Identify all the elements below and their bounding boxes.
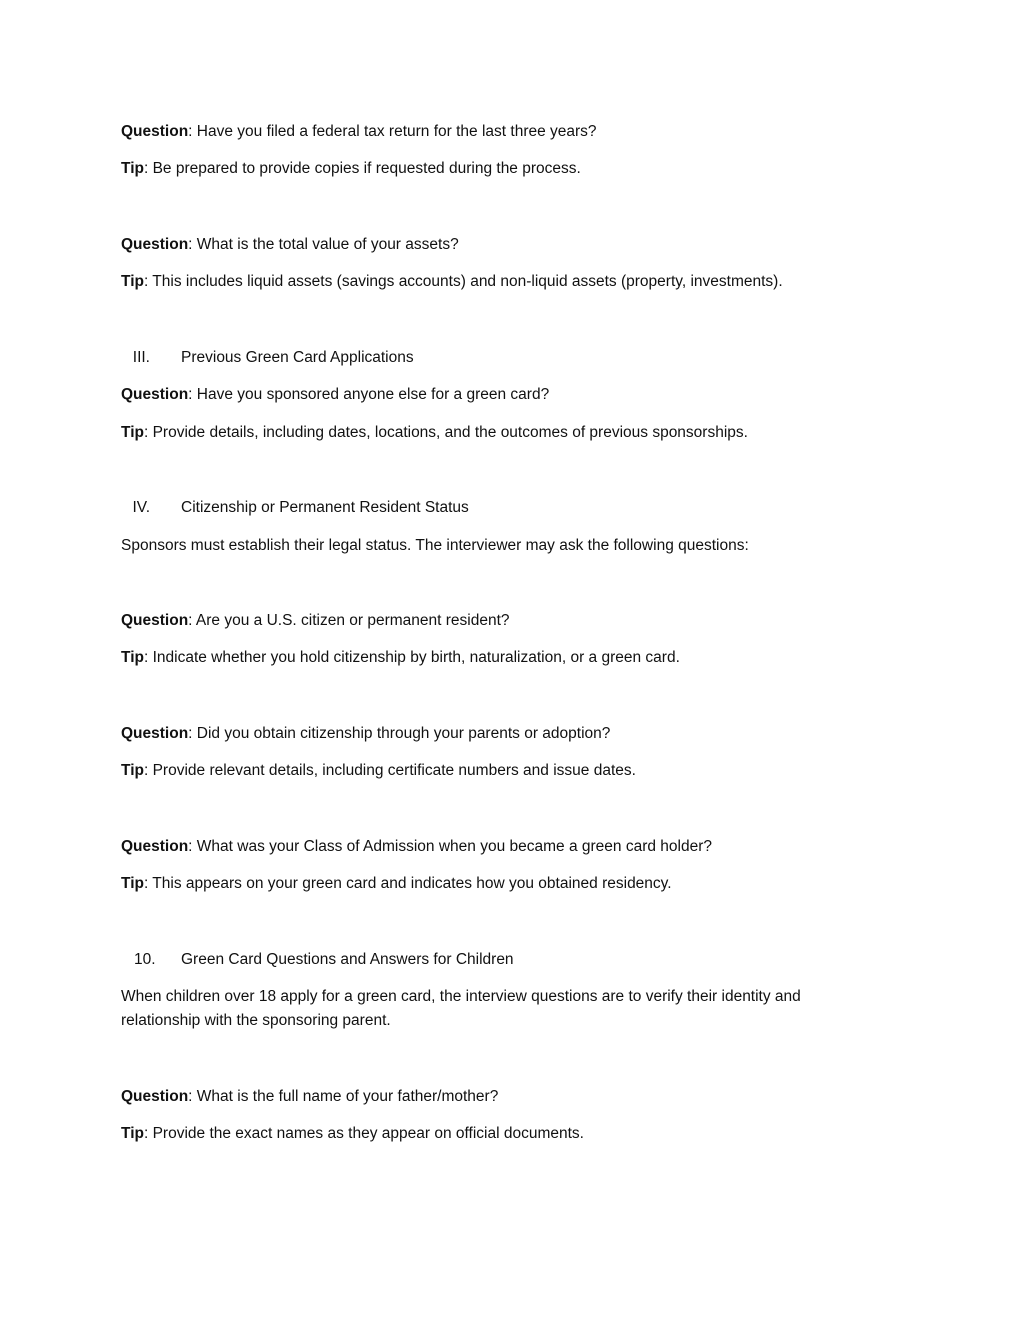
question-line xyxy=(121,233,891,257)
tip-line xyxy=(121,421,891,445)
tip-line xyxy=(121,646,891,670)
tip-line xyxy=(121,872,891,896)
question-text: : Are you a U.S. citizen or permanent resident? xyxy=(188,612,510,629)
question-line xyxy=(121,383,891,407)
question-line xyxy=(121,835,891,859)
question-text: : What was your Class of Admission when you became a green card holder? xyxy=(188,838,712,855)
question-line xyxy=(121,609,891,633)
question-text: : Have you filed a federal tax return for the last three years? xyxy=(188,123,597,140)
section-title: Green Card Questions and Answers for Children xyxy=(181,951,514,968)
question-text: : Have you sponsored anyone else for a green card? xyxy=(188,386,550,403)
tip-line xyxy=(121,759,891,783)
question-label: Question xyxy=(121,236,189,253)
tip-label: Tip xyxy=(121,160,144,177)
tip-line xyxy=(121,270,891,294)
question-label: Question xyxy=(121,725,189,742)
question-text: : What is the total value of your assets? xyxy=(188,236,459,253)
section-number: 10. xyxy=(134,951,156,968)
tip-label: Tip xyxy=(121,649,144,666)
tip-text: : Provide relevant details, including certificate numbers and issue dates. xyxy=(143,762,636,779)
tip-line xyxy=(121,1122,891,1146)
tip-text: : This includes liquid assets (savings accounts) and non-liquid assets (property, investments). xyxy=(143,273,783,290)
tip-text: : Be prepared to provide copies if requested during the process. xyxy=(143,160,581,177)
tip-line xyxy=(121,157,891,181)
question-label: Question xyxy=(121,838,189,855)
question-text: : What is the full name of your father/mother? xyxy=(188,1088,499,1105)
question-label: Question xyxy=(121,1088,189,1105)
section-number: IV. xyxy=(132,499,150,516)
tip-label: Tip xyxy=(121,1125,144,1142)
section-title: Previous Green Card Applications xyxy=(181,349,414,366)
section-title: Citizenship or Permanent Resident Status xyxy=(181,499,469,516)
tip-text: : Provide the exact names as they appear on official documents. xyxy=(143,1125,584,1142)
question-text: : Did you obtain citizenship through your parents or adoption? xyxy=(188,725,611,742)
intro-paragraph: Sponsors must establish their legal status. The interviewer may ask the following questions: xyxy=(121,537,749,554)
tip-label: Tip xyxy=(121,875,144,892)
question-line xyxy=(121,1085,891,1109)
question-line xyxy=(121,120,891,144)
tip-label: Tip xyxy=(121,424,144,441)
tip-label: Tip xyxy=(121,273,144,290)
tip-label: Tip xyxy=(121,762,144,779)
tip-text: : Indicate whether you hold citizenship by birth, naturalization, or a green card. xyxy=(143,649,680,666)
question-line xyxy=(121,722,891,746)
children-paragraph: When children over 18 apply for a green card, the interview questions are to verify their identity and relationship with the sponsoring parent. xyxy=(121,988,801,1029)
question-label: Question xyxy=(121,386,189,403)
question-label: Question xyxy=(121,123,189,140)
section-number: III. xyxy=(132,349,150,366)
tip-text: : This appears on your green card and indicates how you obtained residency. xyxy=(143,875,672,892)
tip-text: : Provide details, including dates, locations, and the outcomes of previous sponsorships. xyxy=(143,424,748,441)
question-label: Question xyxy=(121,612,189,629)
